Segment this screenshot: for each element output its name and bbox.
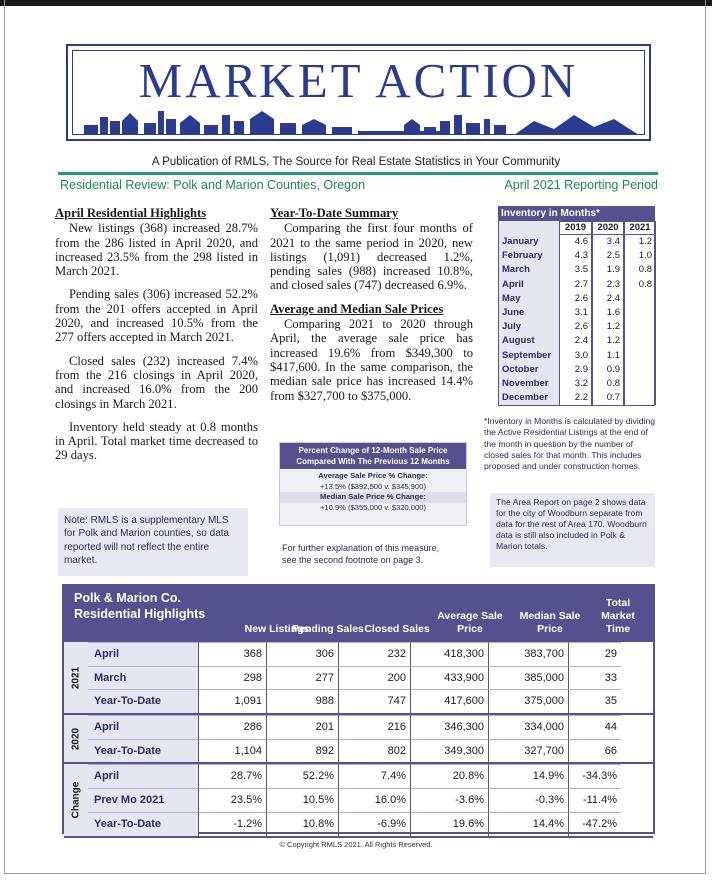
avg-change-value: +13.5% ($392,500 v. $345,900) [319, 481, 427, 491]
table-cell: 16.0% [338, 788, 410, 812]
table-title: Polk & Marion Co. Residential Highlights [74, 591, 206, 621]
table-cell: 20.8% [410, 764, 488, 788]
inventory-value: 4.6 [559, 235, 592, 249]
percent-change-box [279, 442, 467, 526]
inventory-value: 1.1 [592, 349, 624, 363]
group-rows [88, 715, 653, 764]
highlights-column [55, 206, 258, 472]
inventory-footnote: *Inventory in Months is calculated by dividing the Active Residential Listings at the end of the month in question by the number of closed sales for that month. This includes proposed and under construction homes. [484, 416, 656, 472]
table-cell: 802 [338, 739, 410, 763]
inventory-year-header: 2020 [592, 221, 624, 235]
table-cell: 418,300 [410, 642, 488, 666]
table-cell: 232 [338, 642, 410, 666]
table-cell: 277 [266, 666, 338, 690]
table-cell: 66 [568, 739, 621, 763]
inventory-value [624, 363, 656, 377]
table-cell: 19.6% [410, 812, 488, 836]
table-cell: 375,000 [488, 689, 568, 713]
table-row [88, 739, 653, 763]
inventory-value: 2.6 [559, 320, 592, 334]
table-cell: 33 [568, 666, 621, 690]
column-header: New Listings [244, 623, 310, 635]
row-label: Prev Mo 2021 [88, 788, 198, 812]
skyline-icon [74, 103, 647, 135]
table-cell: 14.4% [488, 812, 568, 836]
inventory-value: 3.2 [559, 377, 592, 391]
table-cell: 349,300 [410, 739, 488, 763]
rmls-note: Note: RMLS is a supplementary MLS for Polk and Marion counties, so data reported will not reflect the entire market. [58, 508, 248, 576]
ytd-paragraph: Comparing the first four months of 2021 to the same period in 2020, new listings (1,091) decreased 1.2%, pending sales (988) increased 10.8%, and closed sales (747) decreased 6.9%. [270, 221, 473, 293]
highlights-paragraph: Inventory held steady at 0.8 months in April. Total market time decreased to 29 days. [55, 419, 258, 463]
table-cell: 417,600 [410, 689, 488, 713]
percent-change-header [280, 443, 466, 469]
inventory-value: 0.9 [592, 363, 624, 377]
inventory-value [624, 349, 656, 363]
divider-rule [58, 172, 658, 175]
group-label-text: 2021 [70, 666, 82, 689]
table-cell: 1,091 [198, 689, 266, 713]
table-row [88, 715, 653, 739]
row-label: Year-To-Date [88, 689, 198, 713]
inventory-value: 2.4 [559, 334, 592, 348]
inventory-value: 1.2 [592, 320, 624, 334]
area-report-note: The Area Report on page 2 shows data for the city of Woodburn separate from data for the rest of Area 170. Woodburn data is still also included in Polk & Marion totals. [490, 493, 655, 567]
table-group [64, 764, 653, 837]
avgmed-heading: Average and Median Sale Prices [270, 301, 444, 316]
ytd-column [270, 206, 473, 412]
inventory-value: 1.0 [624, 249, 656, 263]
table-body [64, 642, 653, 838]
further-explanation-note: For further explanation of this measure, see the second footnote on page 3. [282, 543, 440, 565]
inventory-value: 2.6 [559, 292, 592, 306]
inventory-value: 0.8 [592, 377, 624, 391]
inventory-value: 2.2 [559, 391, 592, 405]
avg-change-label: Average Sale Price % Change: [318, 471, 428, 480]
table-cell: 988 [266, 689, 338, 713]
table-cell: 201 [266, 715, 338, 739]
table-cell: 200 [338, 666, 410, 690]
inventory-value: 3.5 [559, 263, 592, 277]
report-period: April 2021 Reporting Period [504, 178, 658, 192]
inventory-value: 2.3 [592, 278, 624, 292]
inventory-title: Inventory in Months* [498, 206, 655, 221]
inventory-month-label: December [499, 391, 559, 405]
table-cell: 327,700 [488, 739, 568, 763]
table-row [88, 666, 653, 690]
group-rows [88, 642, 653, 715]
table-cell: 286 [198, 715, 266, 739]
row-label: Year-To-Date [88, 739, 198, 763]
highlights-paragraph: New listings (368) increased 28.7% from the 286 listed in April 2020, and increased 23.5% from the 298 listed in March 2021. [55, 221, 258, 279]
table-cell: -47.2% [568, 812, 621, 836]
copyright: © Copyright RMLS 2021. All Rights Reserved. [279, 840, 433, 849]
inventory-grid [498, 221, 655, 406]
median-change-label: Median Sale Price % Change: [280, 492, 466, 503]
inventory-month-label: March [499, 263, 559, 277]
inventory-value: 2.9 [559, 363, 592, 377]
table-cell: 334,000 [488, 715, 568, 739]
avgmed-paragraph: Comparing 2021 to 2020 through April, the average sale price has increased 19.6% from $349,300 to $417,600. In the same comparison, the median sale price has increased 14.4% from $327,700 to $375,000. [270, 317, 473, 403]
table-cell: 383,700 [488, 642, 568, 666]
inventory-value: 2.5 [592, 249, 624, 263]
table-cell: 1,104 [198, 739, 266, 763]
table-group [64, 642, 653, 715]
table-cell: 306 [266, 642, 338, 666]
column-header: Average Sale Price [437, 610, 503, 635]
inventory-value [624, 334, 656, 348]
table-cell: -0.3% [488, 788, 568, 812]
table-row [88, 689, 653, 713]
inventory-month-label: January [499, 235, 559, 249]
inventory-month-label: April [499, 278, 559, 292]
inventory-value [624, 292, 656, 306]
highlights-paragraph: Pending sales (306) increased 52.2% from the 201 offers accepted in April 2020, and increased 10.5% from the 277 offers accepted in March 2021. [55, 287, 258, 345]
table-row [88, 788, 653, 812]
table-cell: 10.8% [266, 812, 338, 836]
inventory-value: 1.9 [592, 263, 624, 277]
percent-change-header-line: Percent Change of 12-Month Sale Price [298, 446, 448, 455]
table-cell: -34.3% [568, 764, 621, 788]
row-label: March [88, 666, 198, 690]
inventory-year-header: 2021 [624, 221, 656, 235]
table-cell: 28.7% [198, 764, 266, 788]
column-header: Total Market Time [601, 597, 635, 635]
row-label: April [88, 642, 198, 666]
inventory-month-label: June [499, 306, 559, 320]
inventory-value [624, 391, 656, 405]
inventory-month-label: September [499, 349, 559, 363]
table-cell: -3.6% [410, 788, 488, 812]
table-cell: -1.2% [198, 812, 266, 836]
column-header: Pending Sales [292, 623, 364, 635]
inventory-value: 2.4 [592, 292, 624, 306]
inventory-value: 4.3 [559, 249, 592, 263]
table-cell: 14.9% [488, 764, 568, 788]
residential-highlights-table [62, 584, 655, 834]
column-header: Closed Sales [364, 623, 430, 635]
group-label [64, 642, 88, 715]
table-header [64, 586, 653, 642]
report-region: Residential Review: Polk and Marion Counties, Oregon [60, 178, 366, 192]
column-header: Median Sale Price [519, 610, 581, 635]
inventory-value: 3.0 [559, 349, 592, 363]
group-label [64, 715, 88, 764]
table-cell: 216 [338, 715, 410, 739]
table-cell: 346,300 [410, 715, 488, 739]
inventory-corner [499, 221, 559, 235]
inventory-table [498, 206, 655, 406]
inventory-value: 1.2 [592, 334, 624, 348]
highlights-heading: April Residential Highlights [55, 206, 207, 220]
ytd-heading: Year-To-Date Summary [270, 206, 399, 220]
inventory-month-label: July [499, 320, 559, 334]
table-cell: 7.4% [338, 764, 410, 788]
table-cell: 23.5% [198, 788, 266, 812]
group-label-text: 2020 [70, 727, 82, 750]
inventory-month-label: August [499, 334, 559, 348]
inventory-value: 1.2 [624, 235, 656, 249]
percent-change-header-line: Compared With The Previous 12 Months [296, 457, 450, 466]
table-cell: 52.2% [266, 764, 338, 788]
inventory-value: 0.8 [624, 278, 656, 292]
inventory-month-label: October [499, 363, 559, 377]
inventory-value: 2.7 [559, 278, 592, 292]
masthead-title: MARKET ACTION [138, 53, 579, 108]
table-row [88, 812, 653, 836]
inventory-value [624, 377, 656, 391]
masthead [66, 44, 651, 141]
table-cell: 29 [568, 642, 621, 666]
inventory-month-label: November [499, 377, 559, 391]
table-cell: -6.9% [338, 812, 410, 836]
table-cell: -11.4% [568, 788, 621, 812]
table-cell: 747 [338, 689, 410, 713]
table-cell: 433,900 [410, 666, 488, 690]
group-label-text: Change [70, 781, 82, 819]
table-cell: 44 [568, 715, 621, 739]
row-label: April [88, 764, 198, 788]
inventory-value [624, 320, 656, 334]
inventory-value: 3.4 [592, 235, 624, 249]
group-label [64, 764, 88, 837]
group-rows [88, 764, 653, 837]
inventory-year-header: 2019 [559, 221, 592, 235]
table-cell: 35 [568, 689, 621, 713]
row-label: Year-To-Date [88, 812, 198, 836]
table-cell: 892 [266, 739, 338, 763]
publication-line: A Publication of RMLS, The Source for Real Estate Statistics in Your Community [151, 156, 561, 168]
inventory-value [624, 306, 656, 320]
table-cell: 368 [198, 642, 266, 666]
inventory-value: 3.1 [559, 306, 592, 320]
table-row [88, 642, 653, 666]
median-change-value: +10.9% ($355,000 v. $320,000) [319, 502, 427, 512]
table-row [88, 764, 653, 788]
row-label: April [88, 715, 198, 739]
highlights-paragraph: Closed sales (232) increased 7.4% from the 216 closings in April 2020, and increased 16.0% from the 200 closings in March 2021. [55, 353, 258, 411]
table-cell: 385,000 [488, 666, 568, 690]
inventory-value: 1.6 [592, 306, 624, 320]
inventory-month-label: February [499, 249, 559, 263]
inventory-value: 0.8 [624, 263, 656, 277]
inventory-value: 0.7 [592, 391, 624, 405]
table-cell: 298 [198, 666, 266, 690]
inventory-month-label: May [499, 292, 559, 306]
table-cell: 10.5% [266, 788, 338, 812]
table-group [64, 715, 653, 764]
